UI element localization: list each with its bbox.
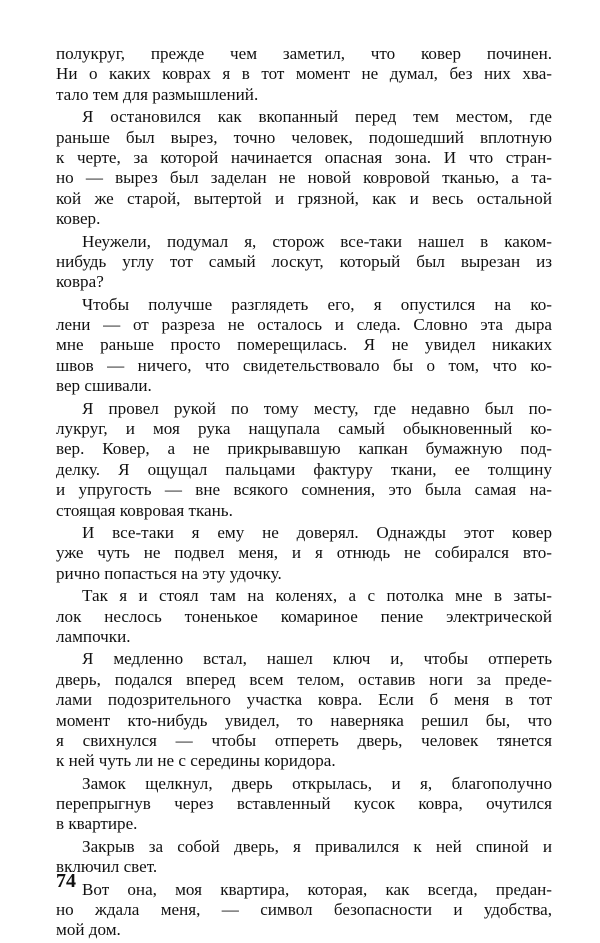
text-line: раньше был вырез, точно человек, подошедший вплотную <box>56 127 552 147</box>
paragraph <box>56 774 552 835</box>
text-line: к черте, за которой начинается опасная зона. И что стран- <box>56 147 552 167</box>
text-line: включил свет. <box>56 857 158 877</box>
text-line: мне раньше просто померещилась. Я не увидел никаких <box>56 335 552 355</box>
body-text <box>56 44 552 943</box>
text-line: И все-таки я ему не доверял. Однажды этот ковер <box>82 522 552 542</box>
paragraph <box>56 837 552 878</box>
text-line: ковер. <box>56 209 101 229</box>
paragraph <box>56 586 552 647</box>
text-line: но — вырез был заделан не новой ковровой тканью, а та- <box>56 168 552 188</box>
text-line: швов — ничего, что свидетельствовало бы о том, что ко- <box>56 355 552 375</box>
text-line: лок неслось тоненькое комариное пение электрической <box>56 606 552 626</box>
text-line: Вот она, моя квартира, которая, как всегда, предан- <box>82 879 552 899</box>
text-line: уже чуть не подвел меня, и я отнюдь не собирался вто- <box>56 543 552 563</box>
text-line: Замок щелкнул, дверь открылась, и я, благополучно <box>82 773 552 793</box>
text-line: и упругость — вне всякого сомнения, это была самая на- <box>56 480 552 500</box>
text-line: перепрыгнув через вставленный кусок ковра, очутился <box>56 794 552 814</box>
text-line: делку. Я ощущал пальцами фактуру ткани, ее толщину <box>56 459 552 479</box>
text-line: мой дом. <box>56 920 121 940</box>
paragraph <box>56 399 552 521</box>
text-line: Ни о каких коврах я в тот момент не думал, без них хва- <box>56 64 552 84</box>
text-line: в квартире. <box>56 814 138 834</box>
text-line: Так я и стоял там на коленях, а с потолка мне в заты- <box>82 586 552 606</box>
text-line: момент кто-нибудь увидел, то наверняка решил бы, что <box>56 710 552 730</box>
text-line: стоящая ковровая ткань. <box>56 500 233 520</box>
text-line: к ней чуть ли не с середины коридора. <box>56 751 336 771</box>
page-number: 74 <box>56 870 76 892</box>
text-line: нибудь углу тот самый лоскут, который был вырезан из <box>56 251 552 271</box>
text-line: я свихнулся — чтобы отпереть дверь, человек тянется <box>56 730 552 750</box>
paragraph <box>56 523 552 584</box>
paragraph <box>56 44 552 105</box>
text-line: вер. Ковер, а не прикрывавшую капкан бумажную под- <box>56 439 552 459</box>
text-line: лени — от разреза не осталось и следа. Словно эта дыра <box>56 315 552 335</box>
text-line: но ждала меня, — символ безопасности и удобства, <box>56 900 552 920</box>
paragraph <box>56 295 552 397</box>
text-line: тало тем для размышлений. <box>56 84 259 104</box>
text-line: кой же старой, вытертой и грязной, как и весь остальной <box>56 188 552 208</box>
text-line: Неужели, подумал я, сторож все-таки нашел в каком- <box>82 231 552 251</box>
paragraph <box>56 649 552 771</box>
paragraph <box>56 107 552 229</box>
text-line: лампочки. <box>56 626 131 646</box>
text-line: дверь, подался вперед всем телом, оставив ноги за преде- <box>56 669 552 689</box>
text-line: лукруг, и моя рука нащупала самый обыкновенный ко- <box>56 419 552 439</box>
text-line: Закрыв за собой дверь, я привалился к ней спиной и <box>82 836 552 856</box>
text-line: полукруг, прежде чем заметил, что ковер починен. <box>56 44 552 63</box>
text-line: Я остановился как вкопанный перед тем местом, где <box>82 107 552 127</box>
text-line: ковра? <box>56 272 104 292</box>
text-line: лами подозрительного участка ковра. Если б меня в тот <box>56 690 552 710</box>
paragraph <box>56 232 552 293</box>
text-line: Чтобы получше разглядеть его, я опустился на ко- <box>82 294 552 314</box>
text-line: Я медленно встал, нашел ключ и, чтобы отпереть <box>82 649 552 669</box>
text-line: Я провел рукой по тому месту, где недавно был по- <box>82 398 552 418</box>
paragraph <box>56 880 552 941</box>
text-line: вер сшивали. <box>56 376 152 396</box>
text-line: рично попасться на эту удочку. <box>56 563 282 583</box>
